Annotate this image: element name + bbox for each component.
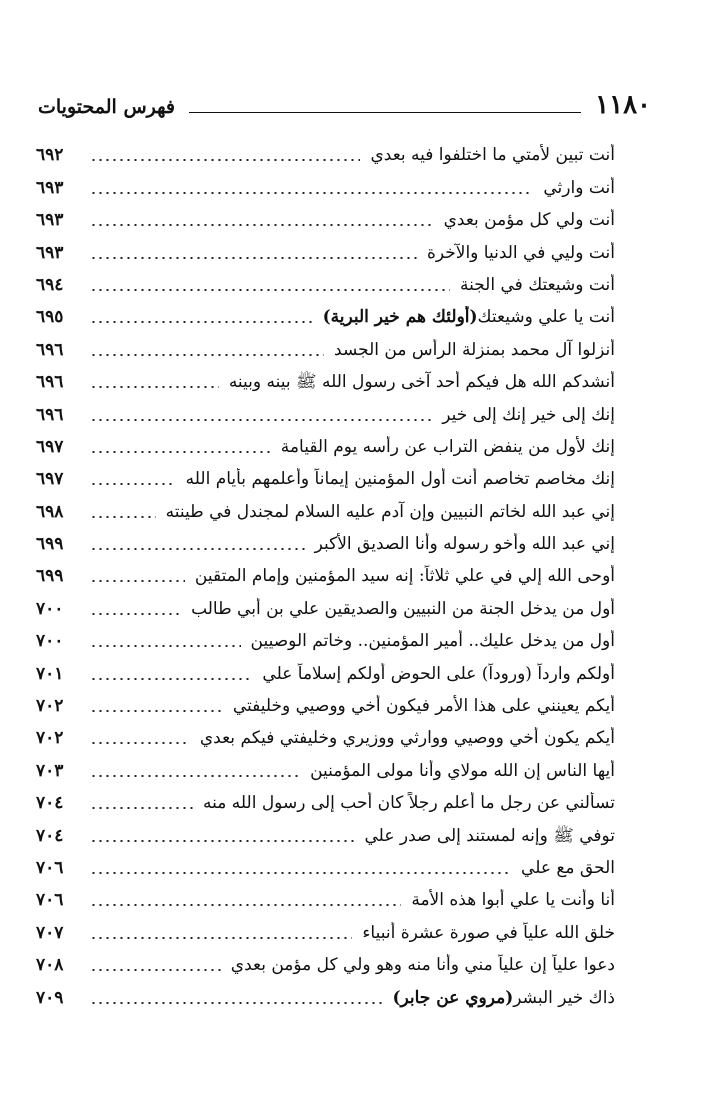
entry-leader-group — [78, 825, 615, 847]
entry-leader-group — [78, 954, 615, 976]
toc-entry — [36, 430, 615, 462]
toc-entry — [36, 591, 615, 623]
dot-leader — [90, 451, 271, 453]
entry-leader-group — [78, 209, 615, 231]
entry-text: أنت يا علي وشيعتك — [477, 307, 615, 328]
dot-leader — [90, 807, 193, 809]
entry-page-number: ٦٩٨ — [36, 501, 64, 522]
toc-entry — [36, 203, 615, 235]
entry-text: أنشدكم الله هل فيكم أحد آخى رسول الله ﷺ بينه وبينه — [228, 372, 615, 393]
toc-entry — [36, 915, 615, 947]
toc-entry — [36, 235, 615, 267]
entry-page-number: ٦٩٧ — [36, 436, 64, 457]
entry-leader-group — [78, 630, 615, 652]
entry-page-number: ٧٠٧ — [36, 922, 64, 943]
toc-entry — [36, 689, 615, 721]
entry-text: إنك مخاصم تخاصم أنت أول المؤمنين إيماناً وأعلمهم بأيام الله — [185, 469, 615, 490]
entry-page-number: ٧٠٠ — [36, 631, 64, 652]
entry-text: إنك إلى خير إنك إلى خير — [442, 404, 615, 425]
entry-text: أنزلوا آل محمد بمنزلة الرأس من الجسد — [334, 339, 615, 360]
toc-entry — [36, 624, 615, 656]
entry-leader-group — [78, 306, 615, 328]
toc-entry — [36, 527, 615, 559]
entry-leader-group — [78, 695, 615, 717]
entry-leader-group — [78, 339, 615, 361]
entry-page-number: ٦٩٩ — [36, 566, 64, 587]
toc-entry — [36, 948, 615, 980]
entry-text: خلق الله علياً في صورة عشرة أنبياء — [362, 922, 615, 943]
entry-page-number: ٦٩٩ — [36, 534, 64, 555]
entry-page-number: ٧٠٣ — [36, 760, 64, 781]
dot-leader — [90, 872, 511, 874]
entry-text: إني عبد الله لخاتم النبيين وإن آدم عليه السلام لمجندل في طينته — [165, 501, 615, 522]
entry-leader-group — [78, 436, 615, 458]
dot-leader — [90, 419, 432, 421]
entry-page-number: ٦٩٦ — [36, 404, 64, 425]
toc-entry — [36, 818, 615, 850]
entry-leader-group — [78, 889, 615, 911]
dot-leader — [90, 710, 223, 712]
entry-leader-group — [78, 922, 615, 944]
entry-page-number: ٧٠٩ — [36, 987, 64, 1008]
dot-leader — [90, 548, 305, 550]
entry-text: أنا وأنت يا علي أبوا هذه الأمة — [411, 890, 615, 911]
toc-entry — [36, 300, 615, 332]
entry-text: أول من يدخل الجنة من النبيين والصديقين علي بن أبي طالب — [191, 598, 615, 619]
entry-leader-group — [78, 274, 615, 296]
entry-text: أيها الناس إن الله مولاي وأنا مولى المؤمنين — [310, 760, 615, 781]
entry-page-number: ٧٠١ — [36, 663, 64, 684]
entry-leader-group — [78, 144, 615, 166]
entry-leader-group — [78, 663, 615, 685]
entry-text: دعوا علياً إن علياً مني وأنا منه وهو ولي كل مؤمن بعدي — [230, 955, 615, 976]
dot-leader — [90, 224, 434, 226]
entry-leader-group — [78, 987, 615, 1009]
entry-text: أيكم يكون أخي ووصيي ووارثي ووزيري وخليفتي فيكم بعدي — [199, 728, 615, 749]
toc-entry — [36, 883, 615, 915]
dot-leader — [90, 678, 252, 680]
entry-leader-group — [78, 404, 615, 426]
entry-leader-group — [78, 242, 615, 264]
entry-page-number: ٧٠٨ — [36, 955, 64, 976]
entry-text: إني عبد الله وأخو رسوله وأنا الصديق الأكبر — [314, 534, 615, 555]
entry-page-number: ٧٠٢ — [36, 696, 64, 717]
entry-leader-group — [78, 792, 615, 814]
toc-entry — [36, 365, 615, 397]
toc-entry — [36, 559, 615, 591]
entry-leader-group — [78, 371, 615, 393]
entry-text: ذاك خير البشر — [513, 987, 615, 1008]
toc-entry — [36, 138, 615, 170]
entry-text: أنت تبين لأمتي ما اختلفوا فيه بعدي — [370, 145, 615, 166]
entry-leader-group — [78, 857, 615, 879]
entry-leader-group — [78, 533, 615, 555]
entry-text: أنت وشيعتك في الجنة — [459, 274, 615, 295]
entry-leader-group — [78, 177, 615, 199]
header-rule — [189, 112, 581, 113]
entry-text: الحق مع علي — [521, 857, 615, 878]
entry-page-number: ٦٩٦ — [36, 339, 64, 360]
dot-leader — [90, 969, 221, 971]
entry-page-number: ٦٩٣ — [36, 210, 64, 231]
dot-leader — [90, 516, 156, 518]
entry-page-number: ٦٩٦ — [36, 372, 64, 393]
entry-text: أنت ولي كل مؤمن بعدي — [443, 210, 615, 231]
dot-leader — [90, 1002, 382, 1004]
dot-leader — [90, 386, 219, 388]
toc-list — [36, 138, 615, 1013]
toc-entry — [36, 851, 615, 883]
toc-entry — [36, 332, 615, 364]
entry-page-number: ٦٩٤ — [36, 274, 64, 295]
dot-leader — [90, 904, 401, 906]
entry-leader-group — [78, 760, 615, 782]
dot-leader — [90, 840, 355, 842]
dot-leader — [90, 354, 324, 356]
entry-page-number: ٧٠٤ — [36, 825, 64, 846]
entry-text: أيكم يعينني على هذا الأمر فيكون أخي ووصيي وخليفتي — [232, 696, 615, 717]
toc-entry — [36, 494, 615, 526]
entry-text: أولكم وارداً (وروداً) على الحوض أولكم إسلاماً علي — [262, 663, 615, 684]
toc-entry — [36, 656, 615, 688]
entry-text: أوحى الله إلي في علي ثلاثاً: إنه سيد المؤمنين وإمام المتقين — [194, 566, 615, 587]
entry-page-number: ٦٩٧ — [36, 469, 64, 490]
dot-leader — [90, 775, 300, 777]
entry-page-number: ٦٩٢ — [36, 145, 64, 166]
dot-leader — [90, 321, 313, 323]
entry-page-number: ٧٠٠ — [36, 598, 64, 619]
entry-page-number: ٦٩٥ — [36, 307, 64, 328]
toc-entry — [36, 786, 615, 818]
entry-page-number: ٧٠٦ — [36, 857, 64, 878]
entry-leader-group — [78, 727, 615, 749]
entry-text-emphasis: (مروي عن جابر) — [392, 987, 514, 1008]
dot-leader — [90, 483, 176, 485]
entry-text: تسألني عن رجل ما أعلم رجلاً كان أحب إلى رسول الله منه — [203, 793, 615, 814]
toc-entry — [36, 980, 615, 1012]
page-header — [38, 88, 651, 118]
toc-entry — [36, 397, 615, 429]
toc-entry — [36, 170, 615, 202]
page-number: ١١٨٠ — [595, 90, 651, 120]
entry-page-number: ٦٩٣ — [36, 177, 64, 198]
dot-leader — [90, 937, 352, 939]
entry-page-number: ٦٩٣ — [36, 242, 64, 263]
entry-text: توفي ﷺ وإنه لمستند إلى صدر علي — [364, 825, 615, 846]
dot-leader — [90, 613, 181, 615]
entry-text-emphasis: (أولئك هم خير البرية) — [322, 307, 478, 328]
toc-entry — [36, 721, 615, 753]
toc-entry — [36, 268, 615, 300]
dot-leader — [90, 580, 185, 582]
dot-leader — [90, 645, 241, 647]
entry-text: أنت وليي في الدنيا والآخرة — [426, 242, 615, 263]
dot-leader — [90, 159, 360, 161]
toc-entry — [36, 753, 615, 785]
dot-leader — [90, 257, 417, 259]
dot-leader — [90, 742, 190, 744]
dot-leader — [90, 192, 533, 194]
dot-leader — [90, 289, 450, 291]
entry-leader-group — [78, 501, 615, 523]
running-title: فهرس المحتويات — [38, 96, 175, 118]
entry-leader-group — [78, 468, 615, 490]
entry-text: أول من يدخل عليك.. أمير المؤمنين.. وخاتم الوصيين — [250, 631, 615, 652]
entry-page-number: ٧٠٤ — [36, 793, 64, 814]
entry-text: إنك لأول من ينفض التراب عن رأسه يوم القيامة — [280, 436, 615, 457]
entry-page-number: ٧٠٦ — [36, 890, 64, 911]
entry-page-number: ٧٠٢ — [36, 728, 64, 749]
toc-entry — [36, 462, 615, 494]
entry-leader-group — [78, 598, 615, 620]
entry-leader-group — [78, 565, 615, 587]
entry-text: أنت وارثي — [543, 177, 615, 198]
